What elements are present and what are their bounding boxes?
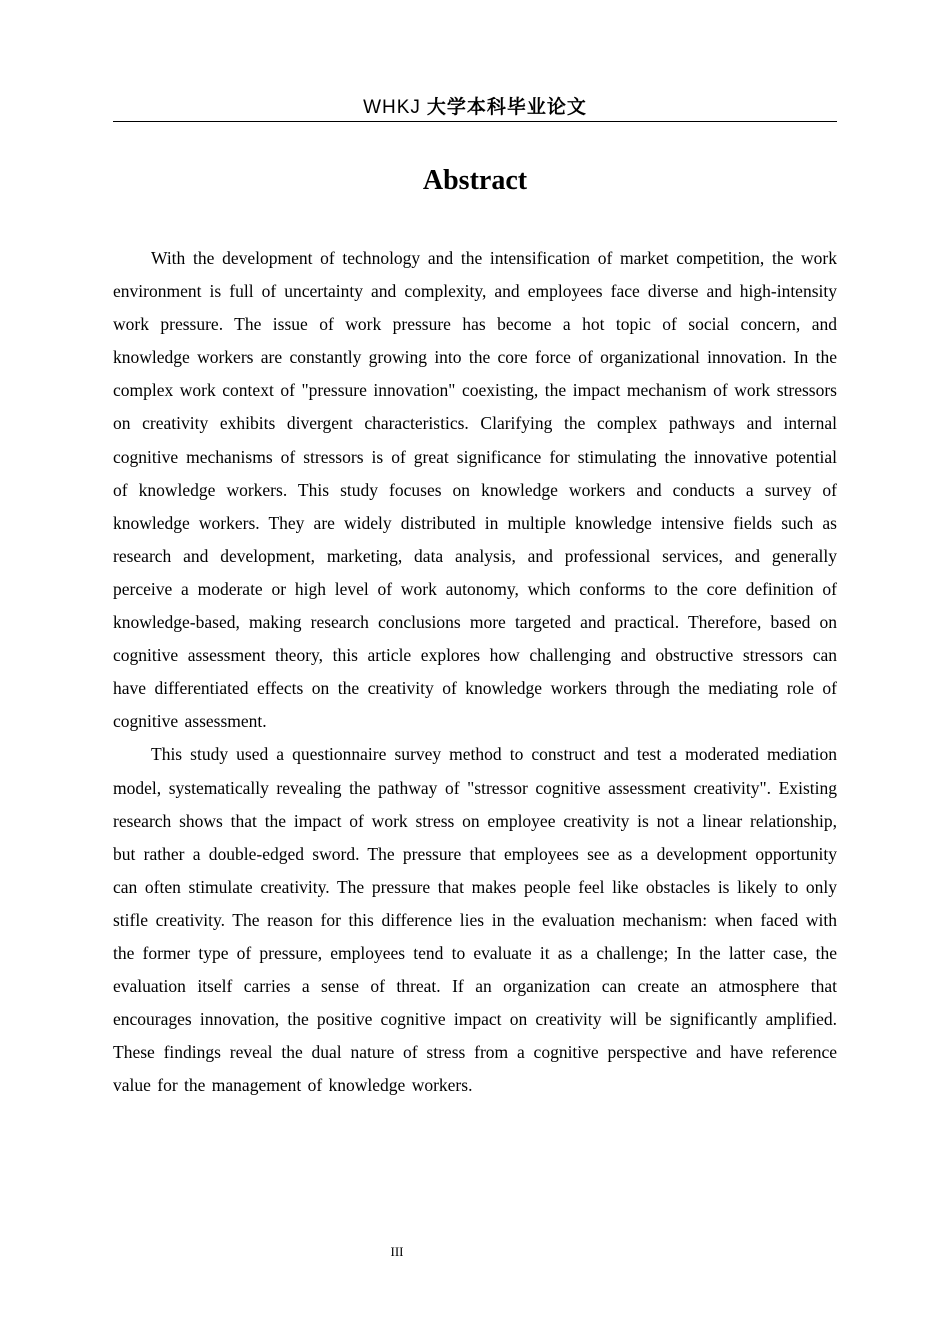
- header-thesis-label: 大学本科毕业论文: [426, 96, 587, 118]
- running-header: [113, 94, 837, 122]
- abstract-paragraph-1: With the development of technology and the intensification of market competition, the work environment is full of uncertainty and complexity, and employees face diverse and high-intensity work pressure. The issue of work pressure has become a hot topic of social concern, and knowledge workers are constantly growing into the core force of organizational innovation. In the complex work context of "pressure innovation" coexisting, the impact mechanism of work stressors on creativity exhibits divergent characteristics. Clarifying the complex pathways and internal cognitive mechanisms of stressors is of great significance for stimulating the innovative potential of knowledge workers. This study focuses on knowledge workers and conducts a survey of knowledge workers. They are widely distributed in multiple knowledge intensive fields such as research and development, marketing, data analysis, and professional services, and generally perceive a moderate or high level of work autonomy, which conforms to the core definition of knowledge-based, making research conclusions more targeted and practical. Therefore, based on cognitive assessment theory, this article explores how challenging and obstructive stressors can have differentiated effects on the creativity of knowledge workers through the mediating role of cognitive assessment.: [113, 248, 837, 732]
- abstract-body: [113, 242, 837, 1102]
- page-number: III: [390, 1244, 404, 1259]
- header-institution-code: WHKJ: [363, 97, 421, 118]
- abstract-paragraph-2: This study used a questionnaire survey method to construct and test a moderated mediation model, systematically revealing the pathway of "stressor cognitive assessment creativity". Existing research shows that the impact of work stress on employee creativity is not a linear relationship, but rather a double-edged sword. The pressure that employees see as a development opportunity can often stimulate creativity. The pressure that makes people feel like obstacles is likely to only stifle creativity. The reason for this difference lies in the evaluation mechanism: when faced with the former type of pressure, employees tend to evaluate it as a challenge; In the latter case, the evaluation itself carries a sense of threat. If an organization can create an atmosphere that encourages innovation, the positive cognitive impact on creativity will be significantly amplified. These findings reveal the dual nature of stress from a cognitive perspective and have reference value for the management of knowledge workers.: [113, 744, 837, 1096]
- abstract-title: Abstract: [422, 165, 528, 196]
